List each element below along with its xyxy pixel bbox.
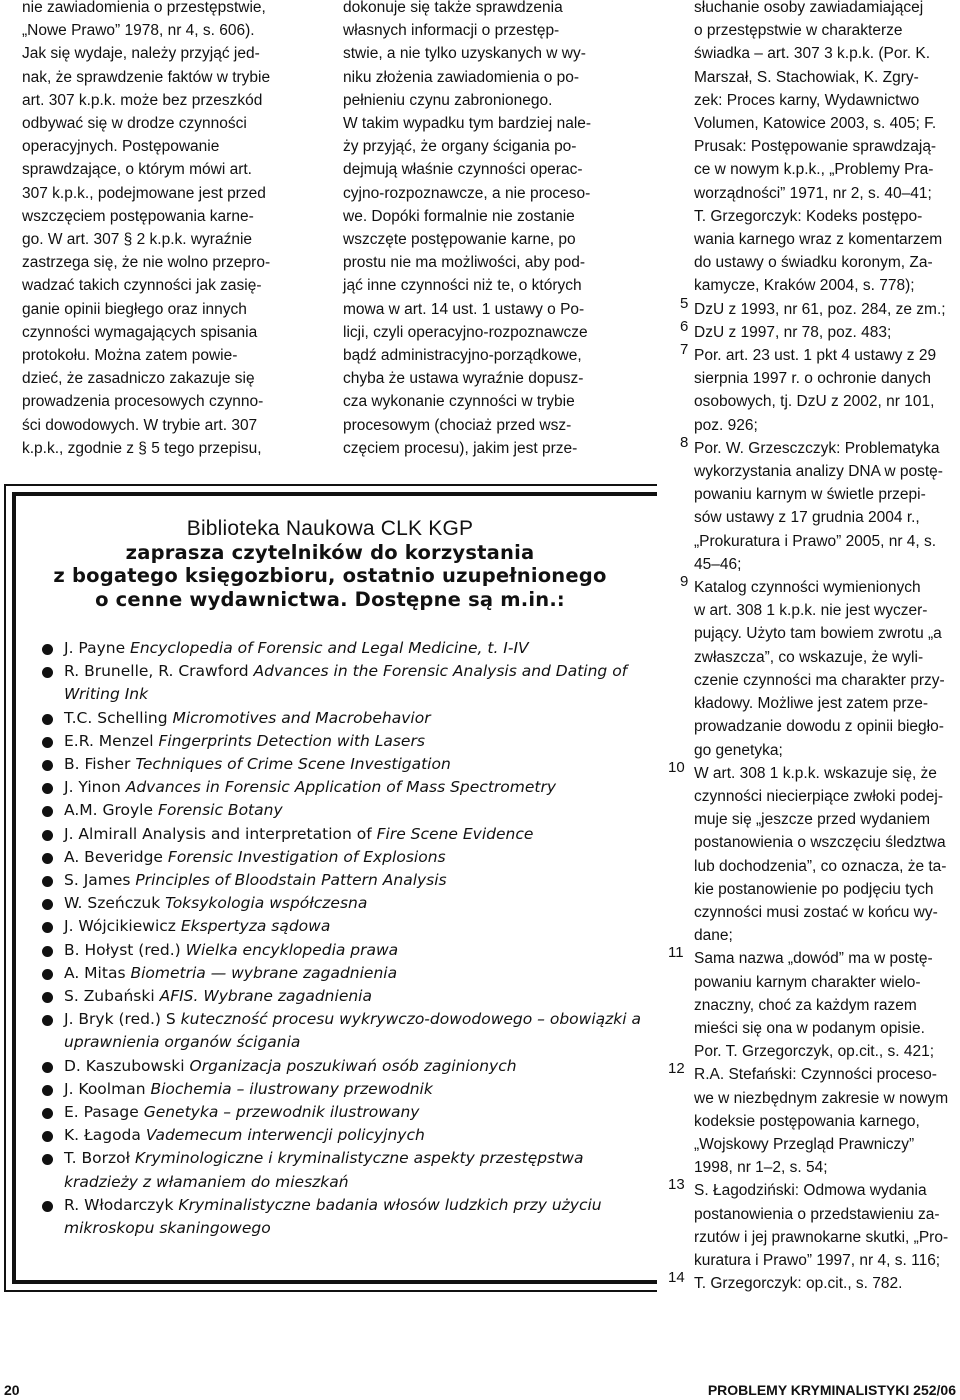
footnote-line: postanowienia o przedstawieniu za- xyxy=(694,1205,940,1223)
book-author: E.R. Menzel xyxy=(64,731,154,750)
middle-line: W takim wypadku tym bardziej nale- xyxy=(343,115,592,133)
book-author: W. Szeńczuk xyxy=(64,894,161,913)
bullet-icon xyxy=(42,1131,53,1142)
bullet-icon xyxy=(42,667,53,678)
footnote-7 xyxy=(658,341,956,437)
footnote-line: w art. 308 1 k.p.k. nie jest wyczer- xyxy=(694,602,928,620)
left-line: operacyjnych. Postępowanie xyxy=(22,138,220,156)
book-title: Biometria — wybrane zagadnienia xyxy=(130,963,398,982)
left-line: prowadzenia procesowych czynno- xyxy=(22,393,264,411)
footnote-line: powaniu karnym charakter wielo- xyxy=(694,973,921,991)
bullet-icon xyxy=(42,946,53,957)
footnote-intro-line: worządności” 1971, nr 2, s. 40–41; xyxy=(694,184,932,202)
footnote-intro-line: zek: Proces karny, Wydawnictwo xyxy=(694,91,920,109)
book-item xyxy=(40,730,650,753)
book-item xyxy=(40,985,650,1008)
book-title: Advances in Forensic Application of Mass Spectrometry xyxy=(125,778,557,797)
footnote-line: muje się „jeszcze przed wydaniem xyxy=(694,811,931,829)
book-title: Toksykologia współczesna xyxy=(165,894,368,913)
left-line: odbywać się w drodze czynności xyxy=(22,115,247,133)
footnote-intro-line: słuchanie osoby zawiadamiającej xyxy=(694,0,924,16)
left-line: zastrzega się, że nie wolno przepro- xyxy=(22,254,271,272)
bullet-icon xyxy=(42,899,53,910)
middle-line: ży przyjąć, że organy ścigania po- xyxy=(343,138,577,156)
footnote-line: lub dochodzenia”, co oznacza, że ta- xyxy=(694,857,947,875)
book-author: J. Wójcikiewicz xyxy=(64,917,176,936)
bullet-icon xyxy=(42,806,53,817)
middle-line: mowa w art. 14 ust. 1 ustawy o Po- xyxy=(343,300,585,318)
book-title: Techniques of Crime Scene Investigation xyxy=(135,755,451,774)
book-title: Genetyka – przewodnik ilustrowany xyxy=(143,1103,420,1122)
footnote-line: W art. 308 1 k.p.k. wskazuje się, że xyxy=(694,764,937,782)
footnote-12 xyxy=(658,1060,956,1179)
book-title: Advances in the Forensic Analysis and Dating of Writing Ink xyxy=(64,662,628,704)
book-item xyxy=(40,869,650,892)
bullet-icon xyxy=(42,760,53,771)
book-item xyxy=(40,707,650,730)
book-item xyxy=(40,1055,650,1078)
book-item xyxy=(40,915,650,938)
page-number: 20 xyxy=(4,1382,20,1398)
bullet-icon xyxy=(42,783,53,794)
footnote-8 xyxy=(658,433,956,576)
library-heading-line3: z bogatego księgozbioru, ostatnio uzupełnionego xyxy=(53,564,607,587)
middle-line: bądź administracyjno-porządkowe, xyxy=(343,347,582,365)
footnotes-column xyxy=(658,0,956,1295)
footnote-line: „Prokuratura i Prawo” 2005, nr 4, s. xyxy=(694,532,937,550)
footnote-line: R.A. Stefański: Czynności proceso- xyxy=(694,1066,937,1084)
left-line: dzieć, że zasadniczo zakazuje się xyxy=(22,370,255,388)
left-line: „Nowe Prawo” 1978, nr 4, s. 606). xyxy=(22,22,255,40)
footnote-line: Por. W. Grzesczczyk: Problematyka xyxy=(694,439,940,457)
middle-line: we. Dopóki formalnie nie zostanie xyxy=(343,207,575,225)
footnote-line: prowadzanie dowodu z opinii biegło- xyxy=(694,718,944,736)
book-item xyxy=(40,637,650,660)
footnote-intro-line: do ustawy o świadku koronym, Za- xyxy=(694,254,933,272)
middle-line: prostu nie ma możliwości, aby pod- xyxy=(343,254,586,272)
middle-text-column xyxy=(343,0,635,460)
footnote-11 xyxy=(658,944,956,1063)
left-line: 307 k.p.k., podejmowane jest przed xyxy=(22,184,266,202)
bullet-icon xyxy=(42,830,53,841)
book-author: S. Zubański xyxy=(64,987,155,1006)
book-author: K. Łagoda xyxy=(64,1126,141,1145)
middle-line: dokonuje się także sprawdzenia xyxy=(343,0,563,16)
middle-line: pełnieniu czynu zabronionego. xyxy=(343,91,553,109)
footnote-line: osobowych, tj. DzU z 2002, nr 101, xyxy=(694,393,935,411)
footnote-line: go genetyka; xyxy=(694,741,783,759)
left-line: wszczęciem postępowania karne- xyxy=(22,207,254,225)
footnote-line: czynności niecierpiące zwłoki podej- xyxy=(694,787,943,805)
book-item xyxy=(40,799,650,822)
footnote-line: czenie czynności ma charakter przy- xyxy=(694,671,945,689)
footnote-line: sów ustawy z 17 grudnia 2004 r., xyxy=(694,509,920,527)
book-title: Biochemia – ilustrowany przewodnik xyxy=(150,1079,433,1098)
middle-line: wszczęte postępowanie karne, po xyxy=(343,231,576,249)
book-author: J. Almirall Analysis and interpretation of xyxy=(64,824,372,843)
footnote-intro-line: T. Grzegorczyk: Kodeks postępo- xyxy=(694,207,923,225)
footnote-line: DzU z 1993, nr 61, poz. 284, ze zm.; xyxy=(694,300,946,318)
library-box-heading xyxy=(40,517,620,611)
book-item xyxy=(40,823,650,846)
book-author: J. Payne xyxy=(64,639,126,657)
library-heading-line4: o cenne wydawnictwa. Dostępne są m.in.: xyxy=(95,587,565,611)
left-line: ści dowodowych. W trybie art. 307 xyxy=(22,416,258,434)
footnote-intro-line: ce w nowym k.p.k., „Problemy Pra- xyxy=(694,161,934,179)
book-item xyxy=(40,962,650,985)
footnote-line: pujący. Użyto tam bowiem zwrotu „a xyxy=(694,625,942,643)
middle-line: chyba że ustawa wyraźnie dopusz- xyxy=(343,370,584,388)
footnote-number: 10 xyxy=(668,758,685,776)
middle-line: stwie, a nie tylko uzyskanych w wy- xyxy=(343,45,586,63)
book-item xyxy=(40,892,650,915)
footnote-number: 7 xyxy=(680,341,689,359)
bullet-icon xyxy=(42,737,53,748)
left-line: nie zawiadomienia o przestępstwie, xyxy=(22,0,266,16)
footnote-number: 8 xyxy=(680,433,689,451)
journal-title: PROBLEMY KRYMINALISTYKI 252/06 xyxy=(707,1382,956,1398)
footnote-number: 9 xyxy=(680,573,689,591)
footnote-line: 45–46; xyxy=(694,555,742,573)
footnote-5 xyxy=(658,294,956,321)
footnote-line: 1998, nr 1–2, s. 54; xyxy=(694,1159,828,1177)
book-list xyxy=(40,637,650,1240)
footnote-6 xyxy=(658,317,956,344)
footnote-line: „Wojskowy Przegląd Prawniczy” xyxy=(694,1135,915,1153)
footnote-line: S. Łagodziński: Odmowa wydania xyxy=(694,1182,927,1200)
footnote-13 xyxy=(658,1176,956,1272)
left-line: go. W art. 307 § 2 k.p.k. wyraźnie xyxy=(22,231,253,249)
book-item xyxy=(40,1008,650,1054)
footnote-line: Sama nazwa „dowód” ma w postę- xyxy=(694,950,933,968)
book-author: T. Borzoł xyxy=(64,1149,130,1168)
footnote-line: wykorzystania analizy DNA w postę- xyxy=(694,463,943,481)
book-title: Vademecum interwencji policyjnych xyxy=(145,1126,425,1145)
book-author: B. Fisher xyxy=(64,755,131,774)
book-title: Organizacja poszukiwań osób zaginionych xyxy=(189,1056,517,1075)
book-author: J. Bryk (red.) S xyxy=(64,1010,176,1029)
footnote-intro-line: wania karnego wraz z komentarzem xyxy=(694,231,943,249)
book-item xyxy=(40,1101,650,1124)
book-title: Kryminologiczne i kryminalistyczne aspekty przestępstwa kradzieży z włamaniem do mieszkań xyxy=(64,1149,584,1191)
book-title: Forensic Investigation of Explosions xyxy=(167,847,446,866)
book-title: kuteczność procesu wykrywczo-dowodowego – obowiązki a uprawnienia organów ścigania xyxy=(64,1010,641,1052)
footnote-number: 5 xyxy=(680,294,689,312)
footnote-line: zwłaszcza”, co wskazuje, że wyli- xyxy=(694,648,924,666)
book-author: J. Koolman xyxy=(64,1079,146,1098)
footnote-line: kuratura i Prawo” 1997, nr 4, s. 116; xyxy=(694,1251,941,1269)
bullet-icon xyxy=(42,876,53,887)
footnote-intro-line: kamycze, Kraków 2004, s. 778); xyxy=(694,277,915,295)
book-title: AFIS. Wybrane zagadnienia xyxy=(159,987,372,1006)
footnote-line: postanowienia o wszczęciu śledztwa xyxy=(694,834,946,852)
book-title: Ekspertyza sądowa xyxy=(180,917,331,936)
footnote-line: kładowy. Możliwe jest zatem prze- xyxy=(694,695,929,713)
book-title: Forensic Botany xyxy=(157,801,283,820)
left-line: czynności wymagających spisania xyxy=(22,323,258,341)
footnote-line: we w niezbędnym zakresie w nowym xyxy=(694,1089,949,1107)
footnote-number: 13 xyxy=(668,1176,685,1194)
footnote-line: rzutów i jej prawnokarne skutki, „Pro- xyxy=(694,1228,949,1246)
left-line: art. 307 k.p.k. może bez przeszkód xyxy=(22,91,263,109)
book-title: Fire Scene Evidence xyxy=(376,824,534,843)
bullet-icon xyxy=(42,1201,53,1212)
footnote-intro-line: Volumen, Katowice 2003, s. 405; F. xyxy=(694,115,937,133)
library-heading-line2: zaprasza czytelników do korzystania xyxy=(125,540,535,564)
footnote-number: 14 xyxy=(668,1269,685,1287)
footnote-number: 11 xyxy=(668,944,684,962)
middle-line: procesowym (chociaż przed wsz- xyxy=(343,416,572,434)
book-author: A. Mitas xyxy=(64,963,126,982)
book-title: Encyclopedia of Forensic and Legal Medicine, t. I-IV xyxy=(130,639,529,657)
bullet-icon xyxy=(42,1108,53,1119)
footnote-line: sierpnia 1997 r. o ochronie danych xyxy=(694,370,931,388)
book-title: Fingerprints Detection with Lasers xyxy=(158,731,425,750)
bullet-icon xyxy=(42,922,53,933)
left-line: nak, że sprawdzenie faktów w trybie xyxy=(22,68,271,86)
footnote-line: Por. art. 23 ust. 1 pkt 4 ustawy z 29 xyxy=(694,347,937,365)
footnote-intro-line: Prusak: Postępowanie sprawdzają- xyxy=(694,138,937,156)
footnote-line: kie postanowienie po podjęciu tych xyxy=(694,880,934,898)
book-author: A.M. Groyle xyxy=(64,801,154,820)
bullet-icon xyxy=(42,1085,53,1096)
middle-line: licji, czyli operacyjno-rozpoznawcze xyxy=(343,323,588,341)
book-author: T.C. Schelling xyxy=(64,708,168,727)
middle-line: częciem procesu), jakim jest prze- xyxy=(343,439,578,457)
bullet-icon xyxy=(42,853,53,864)
footnote-line: T. Grzegorczyk: op.cit., s. 782. xyxy=(694,1275,903,1293)
book-author: R. Brunelle, R. Crawford xyxy=(64,662,249,681)
book-item xyxy=(40,846,650,869)
left-text-column xyxy=(22,0,314,460)
left-line: sprawdzające, o którym mówi art. xyxy=(22,161,252,179)
left-line: Jak się wydaje, należy przyjąć jed- xyxy=(22,45,260,63)
bullet-icon xyxy=(42,969,53,980)
middle-line: własnych informacji o przestęp- xyxy=(343,22,560,40)
book-item xyxy=(40,776,650,799)
bullet-icon xyxy=(42,1062,53,1073)
bullet-icon xyxy=(42,1154,53,1165)
footnote-line: czynności musi zostać w końcu wy- xyxy=(694,903,938,921)
footnote-line: kodeksie postępowania karnego, xyxy=(694,1112,920,1130)
book-author: A. Beveridge xyxy=(64,847,163,866)
book-title: Micromotives and Macrobehavior xyxy=(172,708,431,727)
left-line: protokołu. Można zatem powie- xyxy=(22,347,238,365)
book-item xyxy=(40,753,650,776)
left-line: wadzać takich czynności jak zasię- xyxy=(22,277,262,295)
footnote-intro-line: o przestępstwie w charakterze xyxy=(694,22,903,40)
footnote-line: powaniu karnym w świetle przepi- xyxy=(694,486,926,504)
book-title: Principles of Bloodstain Pattern Analysis xyxy=(135,871,447,890)
middle-line: dejmują właśnie czynności operac- xyxy=(343,161,583,179)
left-line: ganie opinii biegłego oraz innych xyxy=(22,300,247,318)
book-author: J. Yinon xyxy=(64,778,121,797)
book-author: D. Kaszubowski xyxy=(64,1056,185,1075)
book-item xyxy=(40,1194,650,1240)
bullet-icon xyxy=(42,1015,53,1026)
middle-line: niku złożenia zawiadomienia o po- xyxy=(343,68,580,86)
footnote-line: Katalog czynności wymienionych xyxy=(694,579,921,597)
book-author: R. Włodarczyk xyxy=(64,1195,174,1214)
book-item xyxy=(40,660,650,706)
book-item xyxy=(40,1124,650,1147)
footnote-9 xyxy=(658,573,956,762)
bullet-icon xyxy=(42,714,53,725)
footnote-line: dane; xyxy=(694,927,733,945)
footnote-line: DzU z 1997, nr 78, poz. 483; xyxy=(694,323,892,341)
book-title: Wielka encyklopedia prawa xyxy=(185,940,399,959)
footnote-number: 12 xyxy=(668,1060,685,1078)
book-author: S. James xyxy=(64,871,131,890)
middle-line: cyjno-rozpoznawcze, a nie proceso- xyxy=(343,184,591,202)
book-author: E. Pasage xyxy=(64,1103,139,1122)
book-author: B. Hołyst (red.) xyxy=(64,940,181,959)
footnote-line: znaczny, choć za każdym razem xyxy=(694,996,917,1014)
book-item xyxy=(40,1078,650,1101)
book-item xyxy=(40,1147,650,1193)
footnote-line: Por. T. Grzegorczyk, op.cit., s. 421; xyxy=(694,1043,935,1061)
left-line: k.p.k., zgodnie z § 5 tego przepisu, xyxy=(22,439,262,457)
bullet-icon xyxy=(42,992,53,1003)
middle-line: jąć inne czynności niż te, o których xyxy=(343,277,582,295)
footnote-10 xyxy=(658,758,956,948)
footnote-intro-line: Marszał, S. Stachowiak, K. Zgry- xyxy=(694,68,919,86)
bullet-icon xyxy=(42,644,53,655)
footnote-intro-line: świadka – art. 307 3 k.p.k. (Por. K. xyxy=(694,45,931,63)
footnote-14 xyxy=(658,1269,956,1295)
footnote-line: mieści się ona w podanym opisie. xyxy=(694,1019,925,1037)
library-heading-line1: Biblioteka Naukowa CLK KGP xyxy=(186,517,474,540)
footnote-line: poz. 926; xyxy=(694,416,758,434)
middle-line: cza wykonanie czynności w trybie xyxy=(343,393,575,411)
book-item xyxy=(40,939,650,962)
book-title: Kryminalistyczne badania włosów ludzkich przy użyciu mikroskopu skaningowego xyxy=(64,1195,602,1238)
footnote-number: 6 xyxy=(680,317,689,335)
